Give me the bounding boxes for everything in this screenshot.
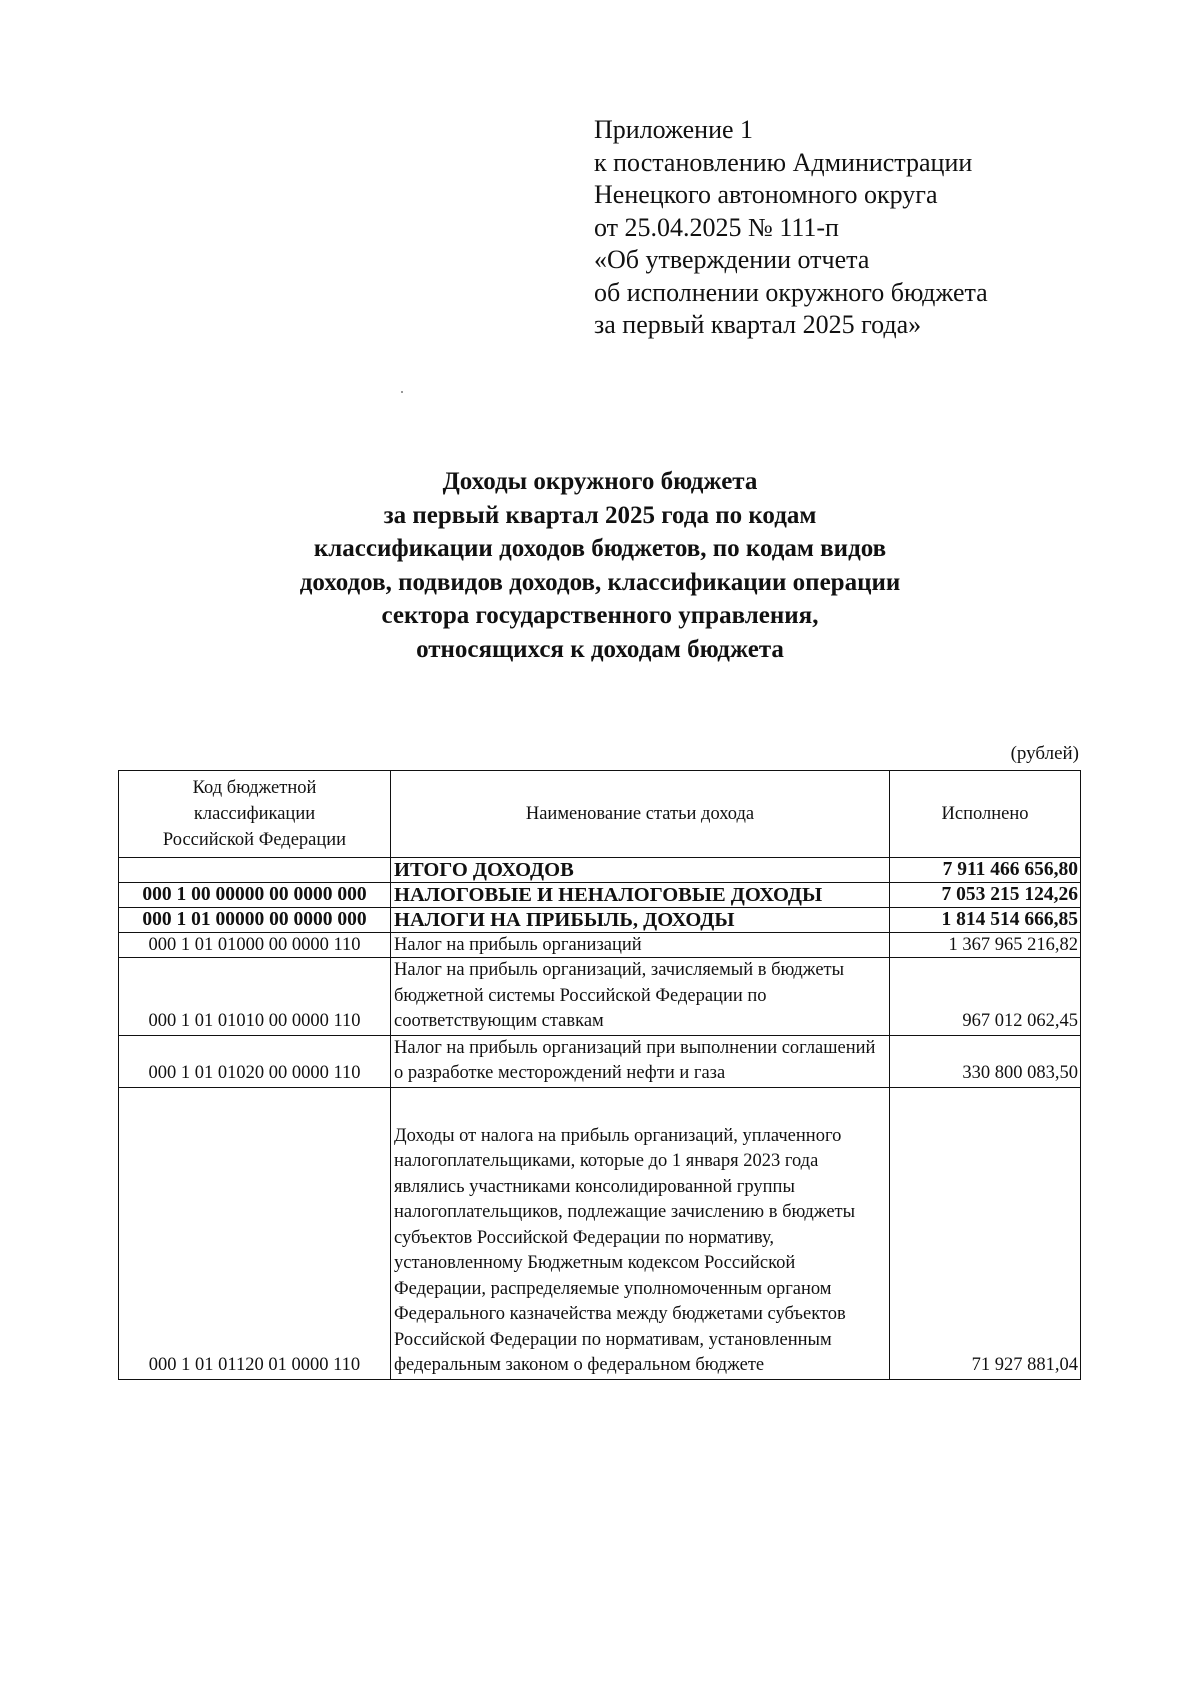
table-header-row [119,771,1081,858]
row-amount: 71 927 881,04 [890,1087,1081,1379]
row-name: Налог на прибыль организаций, зачисляемый в бюджеты бюджетной системы Российской Федерации по соответствующим ставкам [391,958,890,1036]
row-name: Доходы от налога на прибыль организаций, уплаченного налогоплательщиками, которые до 1 января 2023 года являлись участниками консолидированной группы налогоплательщиков, подлежащие зачислению в бюджеты субъектов Российской Федерации по нормативу, установленному Бюджетным кодексом Российской Федерации, распределяемые уполномоченным органом Федерального казначейства между бюджетами субъектов Российской Федерации по нормативам, установленным федеральным законом о федеральном бюджете [391,1087,890,1379]
appendix-line: об исполнении окружного бюджета [594,277,988,307]
table-row [119,933,1081,958]
row-amount: 7 911 466 656,80 [890,858,1081,883]
table-row [119,1087,1081,1379]
title-line: сектора государственного управления, [381,602,819,629]
row-code: 000 1 01 01010 00 0000 110 [119,958,391,1036]
row-code: 000 1 01 00000 00 0000 000 [119,908,391,933]
row-amount: 1 814 514 666,85 [890,908,1081,933]
row-name: Налог на прибыль организаций [391,933,890,958]
row-code: 000 1 01 01020 00 0000 110 [119,1035,391,1087]
title-line: Доходы окружного бюджета [442,468,758,495]
appendix-line: к постановлению Администрации [594,147,973,177]
row-amount: 7 053 215 124,26 [890,883,1081,908]
document-title [120,465,1080,666]
title-line: относящихся к доходам бюджета [416,635,784,663]
units-label: (рублей) [1010,743,1079,764]
appendix-line: Ненецкого автономного округа [594,180,938,209]
title-line: доходов, подвидов доходов, классификации операции [299,568,901,596]
appendix-line: Приложение 1 [594,115,754,144]
row-amount: 1 367 965 216,82 [890,933,1081,958]
scan-dot-mark [401,391,403,393]
title-line: за первый квартал 2025 года по кодам [383,501,817,529]
table-row [119,883,1081,908]
row-code [119,858,391,883]
row-amount: 967 012 062,45 [890,958,1081,1036]
appendix-line: от 25.04.2025 № 111-п [594,212,839,242]
table-row [119,908,1081,933]
row-code: 000 1 00 00000 00 0000 000 [119,883,391,908]
income-table [118,770,1081,1380]
row-name: НАЛОГОВЫЕ И НЕНАЛОГОВЫЕ ДОХОДЫ [391,883,890,908]
appendix-block [594,114,1074,342]
header-amount: Исполнено [890,771,1081,858]
row-name: ИТОГО ДОХОДОВ [391,858,890,883]
row-amount: 330 800 083,50 [890,1035,1081,1087]
appendix-line: «Об утверждении отчета [594,245,870,274]
row-code: 000 1 01 01000 00 0000 110 [119,933,391,958]
row-name: НАЛОГИ НА ПРИБЫЛЬ, ДОХОДЫ [391,908,890,933]
header-code: Код бюджетной классификации Российской Федерации [119,771,391,858]
table-row [119,958,1081,1036]
appendix-line: за первый квартал 2025 года» [594,310,922,339]
row-name: Налог на прибыль организаций при выполнении соглашений о разработке месторождений нефти и газа [391,1035,890,1087]
title-line: классификации доходов бюджетов, по кодам видов [313,535,887,562]
row-code: 000 1 01 01120 01 0000 110 [119,1087,391,1379]
table-row [119,858,1081,883]
header-name: Наименование статьи дохода [391,771,890,858]
table-row [119,1035,1081,1087]
